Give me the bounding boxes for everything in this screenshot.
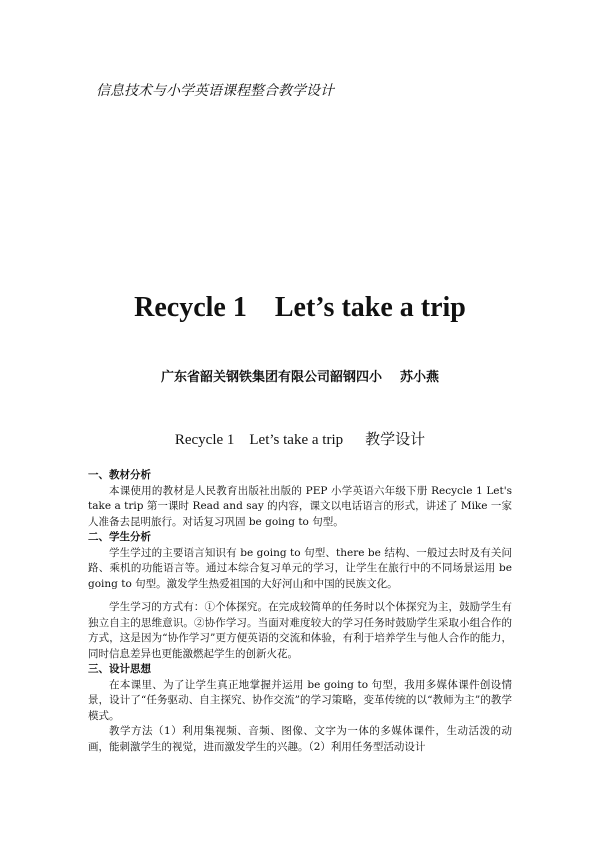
section-heading-3: 三、设计思想: [88, 663, 151, 675]
subtitle-en: Recycle 1 Let’s take a trip: [174, 432, 344, 448]
section-heading-1: 一、教材分析: [88, 469, 151, 481]
document-body: [88, 468, 512, 755]
subtitle: [0, 428, 600, 449]
section-3-paragraph-1: 在本课里、为了让学生真正地掌握并运用 be going to 句型，我用多媒体课件创设情景，设计了“任务驱动、自主探究、协作交流”的学习策略，变革传统的以“教师为主”的教学模式。: [88, 678, 512, 722]
main-title: Recycle 1 Let’s take a trip: [134, 292, 466, 323]
subtitle-cn: 教学设计: [365, 432, 426, 448]
section-1-paragraph-1: 本课使用的教材是人民教育出版社出版的 PEP 小学英语六年级下册 Recycle 1 Let's take a trip 第一课时 Read and say 的内容，课文以电话语言的形式，讲述了 Mike 一家人准备去昆明旅行。对话复习巩固 be going to 句型。: [88, 484, 512, 528]
section-2-paragraph-1: 学生学过的主要语言知识有 be going to 句型、there be 结构、一般过去时及有关问路、乘机的功能语言等。通过本综合复习单元的学习，让学生在旅行中的不同场景运用 be going to 句型。激发学生热爱祖国的大好河山和中国的民族文化。: [88, 546, 512, 590]
page-header: 信息技术与小学英语课程整合教学设计: [96, 83, 334, 99]
section-heading-2: 二、学生分析: [88, 531, 151, 543]
section-2-paragraph-2: 学生学习的方式有：①个体探究。在完成较简单的任务时以个体探究为主，鼓励学生有独立自主的思维意识。②协作学习。当面对难度较大的学习任务时鼓励学生采取小组合作的方式，这是因为“协作学习”更方便英语的交流和体验，有利于培养学生与他人合作的能力，同时信息差异也更能激燃起学生的创新火花。: [88, 601, 512, 660]
author-line: 广东省韶关钢铁集团有限公司韶钢四小 苏小燕: [160, 370, 440, 385]
section-3-paragraph-2: 教学方法（1）利用集视频、音频、图像、文字为一体的多媒体课件，生动活泼的动画，能刺激学生的视觉，进而激发学生的兴趣。（2）利用任务型活动设计: [88, 725, 512, 753]
